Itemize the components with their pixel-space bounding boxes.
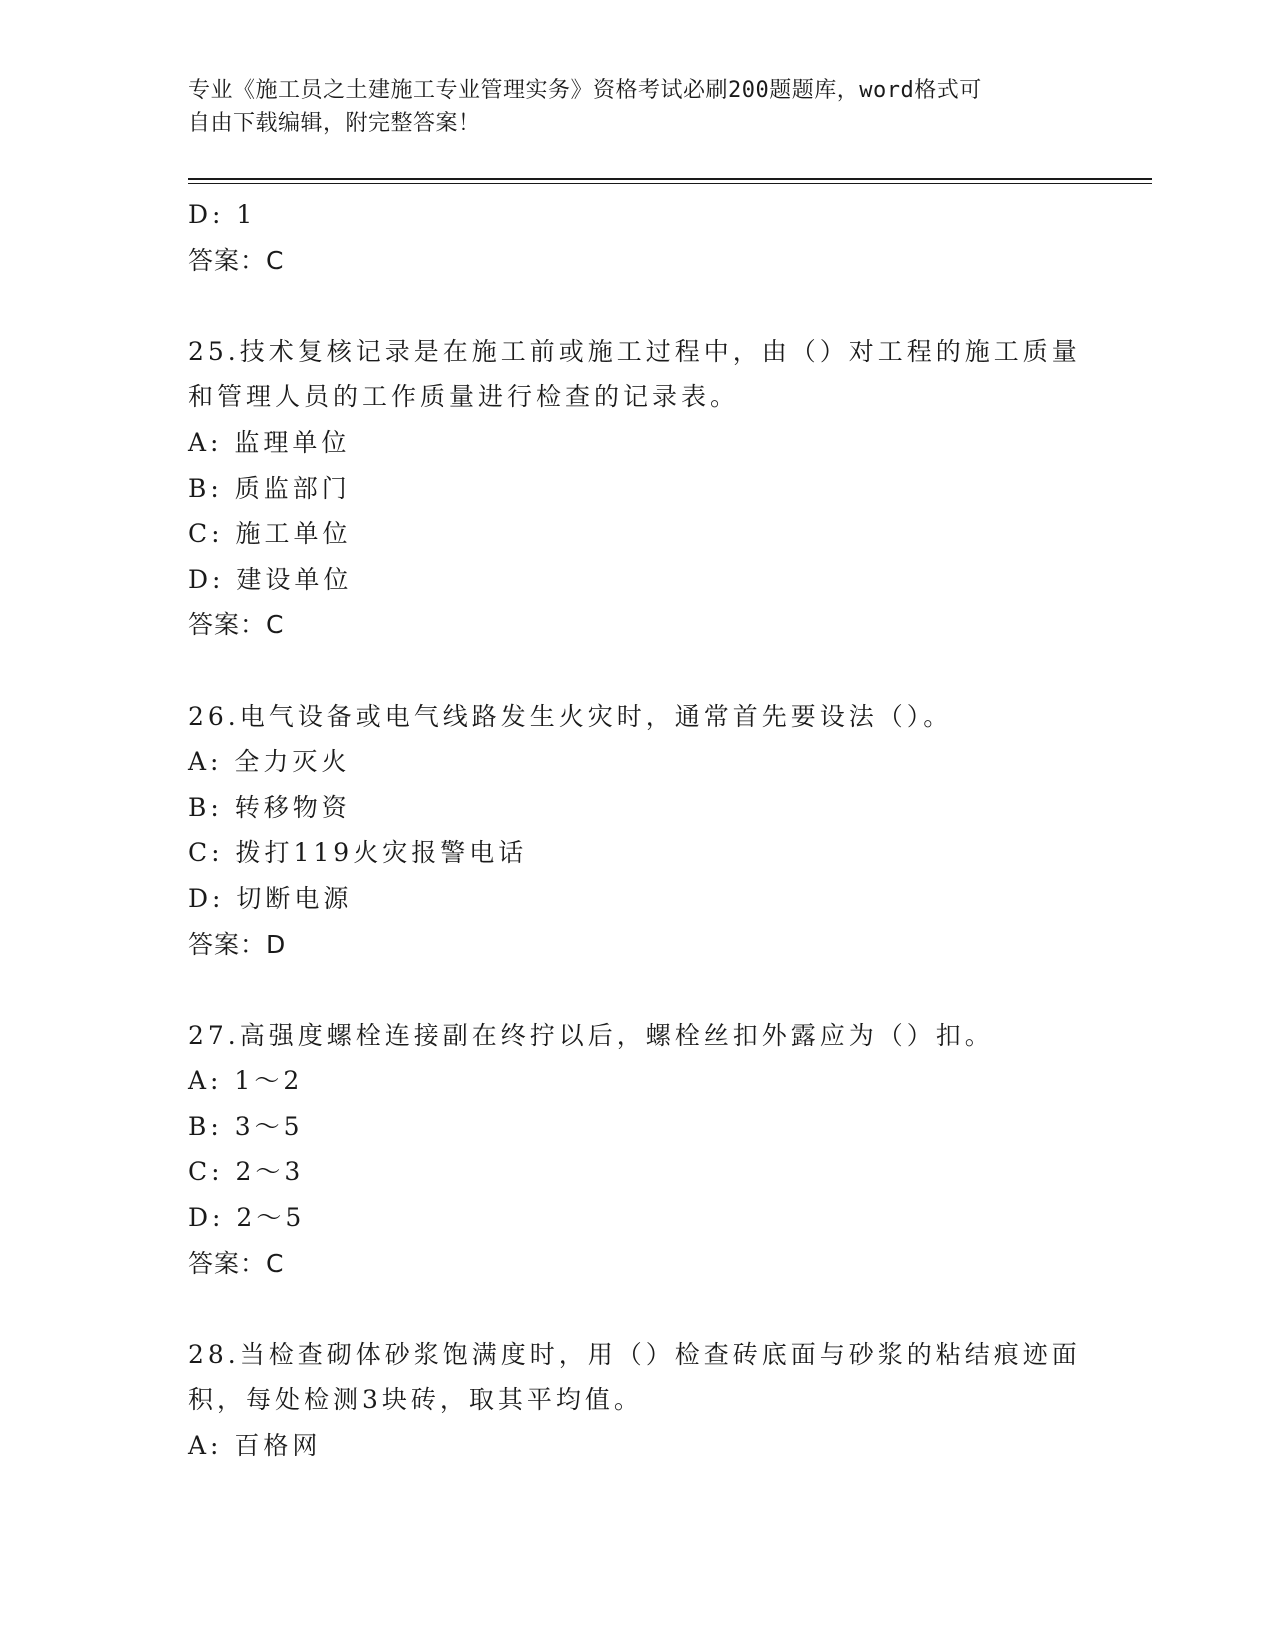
option-c: C: 2～3: [188, 1157, 305, 1187]
header-title-line-2: 自由下载编辑，附完整答案！: [188, 111, 481, 136]
option-b: B: 3～5: [188, 1111, 304, 1141]
header-title-line-1: 专业《施工员之土建施工专业管理实务》资格考试必刷200题题库，word格式可: [188, 78, 982, 103]
option-d: D: 建设单位: [188, 564, 353, 594]
answer-line: 答案：C: [188, 1248, 285, 1278]
option-a: A: 百格网: [188, 1431, 322, 1461]
question-27: [188, 1013, 1088, 1287]
question-28: [188, 1332, 1088, 1469]
option-d: D: 1: [188, 200, 257, 229]
option-d: D: 2～5: [188, 1203, 306, 1233]
question-26: [188, 694, 1088, 968]
question-text: 28.当检查砌体砂浆饱满度时，用（）检查砖底面与砂浆的粘结痕迹面: [188, 1339, 1081, 1369]
question-list: [188, 192, 1088, 1469]
question-24-tail: [188, 192, 1088, 283]
spacer: [188, 1286, 1088, 1332]
question-text-continued: 积，每处检测3块砖，取其平均值。: [188, 1385, 643, 1415]
option-b: B: 质监部门: [188, 473, 351, 503]
spacer: [188, 967, 1088, 1013]
question-text: 26.电气设备或电气线路发生火灾时，通常首先要设法（）。: [188, 701, 953, 731]
option-c: C: 拨打119火灾报警电话: [188, 838, 528, 868]
answer-line: 答案：C: [188, 610, 285, 640]
question-text: 27.高强度螺栓连接副在终拧以后，螺栓丝扣外露应为（）扣。: [188, 1020, 994, 1050]
answer-line: 答案：D: [188, 929, 287, 959]
option-c: C: 施工单位: [188, 519, 352, 549]
option-a: A: 全力灭火: [188, 747, 351, 777]
page-header: [188, 74, 1068, 140]
spacer: [188, 283, 1088, 329]
header-divider-thick: [188, 178, 1152, 180]
question-text-continued: 和管理人员的工作质量进行检查的记录表。: [188, 382, 740, 412]
question-text: 25.技术复核记录是在施工前或施工过程中，由（）对工程的施工质量: [188, 336, 1081, 366]
answer-line: 答案：C: [188, 245, 285, 275]
spacer: [188, 648, 1088, 694]
option-a: A: 1～2: [188, 1066, 304, 1096]
option-b: B: 转移物资: [188, 792, 351, 822]
question-25: [188, 329, 1088, 648]
header-divider-thin: [188, 183, 1152, 184]
option-d: D: 切断电源: [188, 883, 353, 913]
option-a: A: 监理单位: [188, 427, 351, 457]
